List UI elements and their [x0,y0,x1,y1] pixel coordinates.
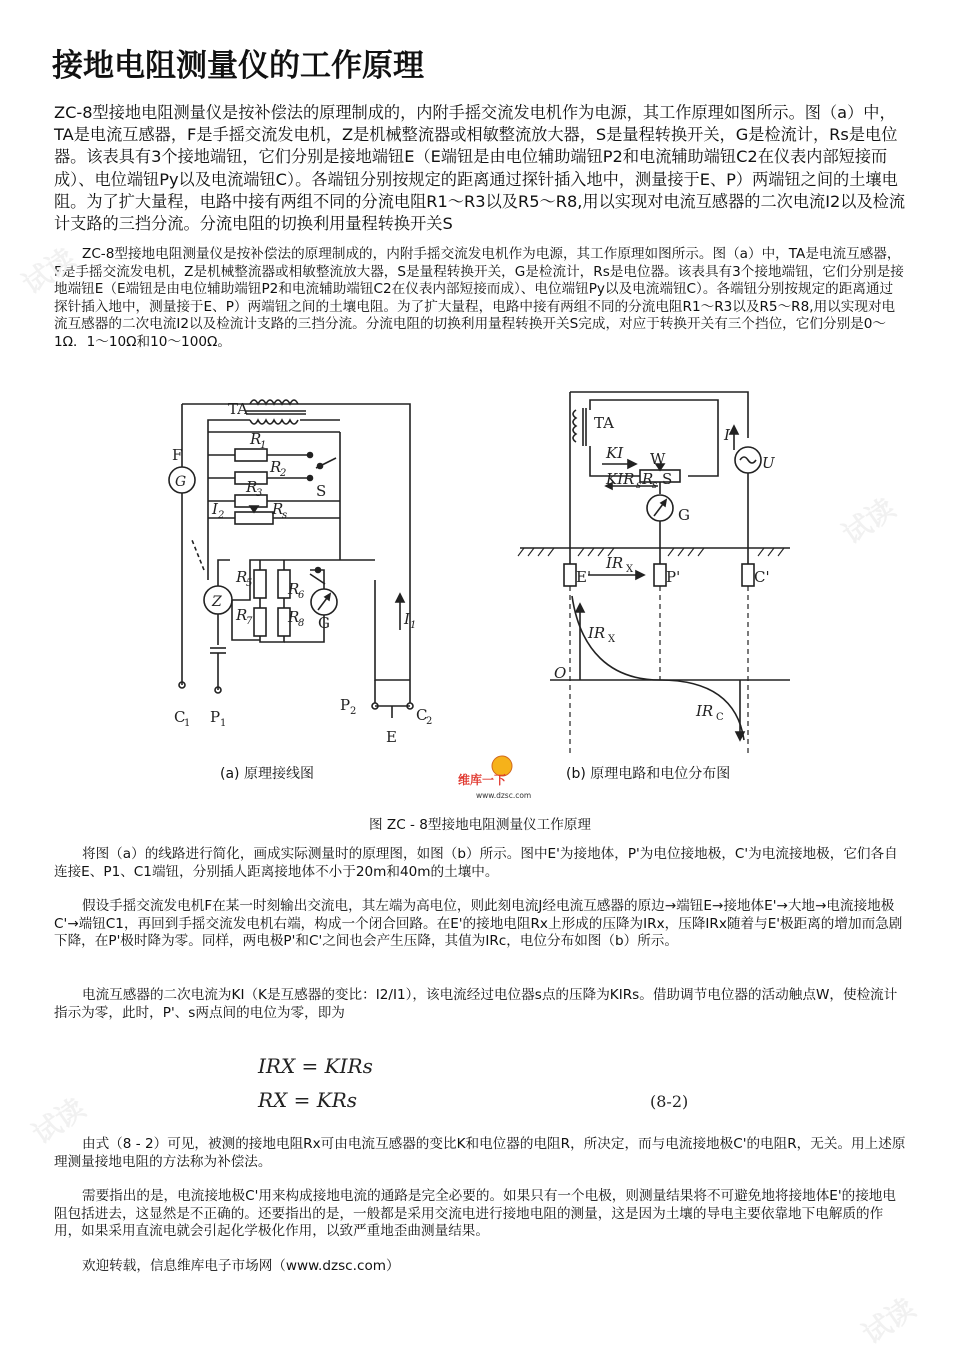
label-b-irc: IR [696,702,714,720]
label-b-u: U [762,454,775,472]
label-a-z: Z [212,594,222,610]
label-a-p2-sub: 2 [350,706,357,717]
figure-caption: 图 ZC - 8型接地电阻测量仪工作原理 [368,817,592,833]
label-a-rs: R [272,500,284,518]
label-b-irc-sub: C [716,712,724,723]
label-b-cp: C' [754,568,770,586]
label-a-r7-sub: 7 [246,616,253,627]
svg-text:G: G [175,474,187,490]
subcaption-b: (b) 原理电路和电位分布图 [566,766,731,782]
label-b-ki: KI [606,444,624,462]
body-paragraph-6: 需要指出的是，电流接地极C'用来构成接地电流的通路是完全必要的。如果只有一个电极，则测量结果将不可避免地将接地体E'的接地电阻包括进去，这显然是不正确的。还要指出的是，一般都是采用交流电进行接地电阻的测量，这是因为土壤的导电主要依靠地下电解质的作用，如果采用直流电就会引起化学极化作用，以致严重地歪曲测量结果。 [54,1188,896,1240]
label-b-w: W [650,450,666,468]
equation-line-2: RX = KRs [258,1088,358,1112]
watermark: 试读 [856,1291,922,1351]
label-a-s: S [316,482,327,500]
label-a-p2: P [340,696,351,714]
label-b-rs: R [642,470,654,488]
watermark: 试读 [16,241,82,301]
page-title: 接地电阻测量仪的工作原理 [52,48,424,84]
label-b-irx-top-sub: X [626,564,634,575]
label-a-r8: R [288,608,300,626]
watermark: 试读 [26,1091,92,1151]
label-a-c2-sub: 2 [426,716,433,727]
label-a-c1: C [174,708,186,726]
label-b-irx-top: IR [606,554,624,572]
label-b-ep: E' [576,568,592,586]
label-a-r2-sub: 2 [280,468,287,479]
equation-line-1: IRX = KIRs [258,1054,373,1078]
label-b-s: S [662,470,673,488]
label-a-c1-sub: 1 [184,718,191,729]
label-a-i1: I [404,610,410,628]
label-a-r5: R [236,568,248,586]
label-a-r5-sub: 5 [246,578,253,589]
body-paragraph-1: ZC-8型接地电阻测量仪是按补偿法的原理制成的，内附手摇交流发电机作为电源，其工作原理如图所示。图（a）中，TA是电流互感器，F是手摇交流发电机，Z是机械整流器或相敏整流放大器，S是量程转换开关，G是检流计，Rs是电位器。该表具有3个接地端钮，它们分别是接地端钮E（E端钮是由电位辅助端钮P2和电流辅助端钮C2在仪表内部短接而成）、电位端钮Py以及电流端钮C）。各端钮分别按规定的距离通过探针插入地中，测量接于E、P）两端钮之间的土壤电阻。为了扩大量程，电路中接有两组不同的分流电阻R1～R3以及R5～R8,用以实现对电流互感器的二次电流I2以及检流计支路的三挡分流。分流电阻的切换利用量程转换开关S完成，对应于转换开关有三个挡位，它们分别是0～1Ω．1～10Ω和10～100Ω。 [54,246,904,350]
label-a-i2: I [212,500,218,518]
lead-paragraph: ZC-8型接地电阻测量仪是按补偿法的原理制成的，内附手摇交流发电机作为电源，其工作原理如图所示。图（a）中，TA是电流互感器，F是手摇交流发电机，Z是机械整流器或相敏整流放大器，S是量程转换开关，G是检流计，Rs是电位器。该表具有3个接地端钮，它们分别是接地端钮E（E端钮是由电位辅助端钮P2和电流辅助端钮C2在仪表内部短接而成）、电位端钮Py以及电流端钮C）。各端钮分别按规定的距离通过探针插入地中，测量接于E、P）两端钮之间的土壤电阻。为了扩大量程，电路中接有两组不同的分流电阻R1～R3以及R5～R8,用以实现对电流互感器的二次电流I2以及检流计支路的三挡分流。分流电阻的切换利用量程转换开关S [54,103,906,234]
label-a-r1-sub: 1 [260,440,267,451]
label-b-kirs-sub: s [636,480,642,491]
watermark: 试读 [836,491,902,551]
label-a-p1-sub: 1 [220,718,227,729]
logo-url: www.dzsc.com [476,791,532,800]
label-a-r3-sub: 3 [256,488,263,499]
body-paragraph-3: 假设手摇交流发电机F在某一时刻输出交流电，其左端为高电位，则此刻电流J经电流互感器的原边→端钮E→接地体E'→大地→电流接地极C'→端钮C1，再回到手摇交流发电机右端，构成一个闭合回路。在E'的接地电阻Rx上形成的压降为IRx，压降IRx随着与E'极距离的增加而急剧下降，在P'极时降为零。同样，两电极P'和C'之间也会产生压降，其值为IRc，电位分布如图（b）所示。 [54,898,903,950]
label-a-r3: R [246,478,258,496]
label-a-g: G [318,614,330,632]
footer-note: 欢迎转载，信息维库电子市场网（www.dzsc.com） [82,1258,400,1274]
label-a-e: E [386,728,397,746]
label-a-p1: P [210,708,221,726]
label-b-irx: IR [588,624,606,642]
label-a-r6-sub: 6 [298,590,305,601]
body-paragraph-5: 由式（8 - 2）可见，被测的接地电阻Rx可由电流互感器的变比K和电位器的电阻R，所决定，而与电流接地极C'的电阻R，无关。用上述原理测量接地电阻的方法称为补偿法。 [54,1136,906,1170]
label-a-r6: R [288,580,300,598]
label-b-ta: TA [594,414,615,432]
label-b-rs-sub: s [652,480,658,491]
label-b-pp: P' [666,568,681,586]
label-a-r7: R [236,606,248,624]
logo-text: 维库一下 [458,773,507,787]
label-a-i1-sub: 1 [410,620,417,631]
subcaption-a: (a) 原理接线图 [220,766,314,782]
body-paragraph-2: 将图（a）的线路进行简化，画成实际测量时的原理图，如图（b）所示。图中E'为接地体，P'为电位接地极，C'为电流接地极，它们各自连接E、P1、C1端钮，分别插人距离接地体不小于20m和40m的土壤中。 [54,846,898,880]
label-b-irx-sub: X [608,634,616,645]
equation-number: (8-2) [650,1092,689,1111]
diagram-b [518,392,790,755]
diagram-a [169,400,413,718]
label-b-kirs: KIR [606,470,635,488]
circuit-figure [140,380,790,805]
dzsc-logo [458,756,531,800]
label-b-i: I [724,426,730,444]
label-a-rs-sub: s [282,510,288,521]
label-b-g: G [678,506,690,524]
label-a-r2: R [270,458,282,476]
label-a-i2-sub: 2 [218,510,225,521]
label-a-ta: TA [228,400,249,418]
label-a-c2: C [416,706,428,724]
label-a-f: F [172,446,183,464]
label-a-r8-sub: 8 [298,618,305,629]
label-b-o: O [554,664,567,682]
label-a-r1: R [250,430,262,448]
equation-8-2 [250,1052,710,1124]
body-paragraph-4: 电流互感器的二次电流为KI（K是互感器的变比：I2/I1），该电流经过电位器s点的压降为KIRs。借助调节电位器的活动触点W，使检流计指示为零，此时，P'、s两点间的电位为零，即为 [54,987,898,1021]
circuit-diagram [140,380,790,805]
